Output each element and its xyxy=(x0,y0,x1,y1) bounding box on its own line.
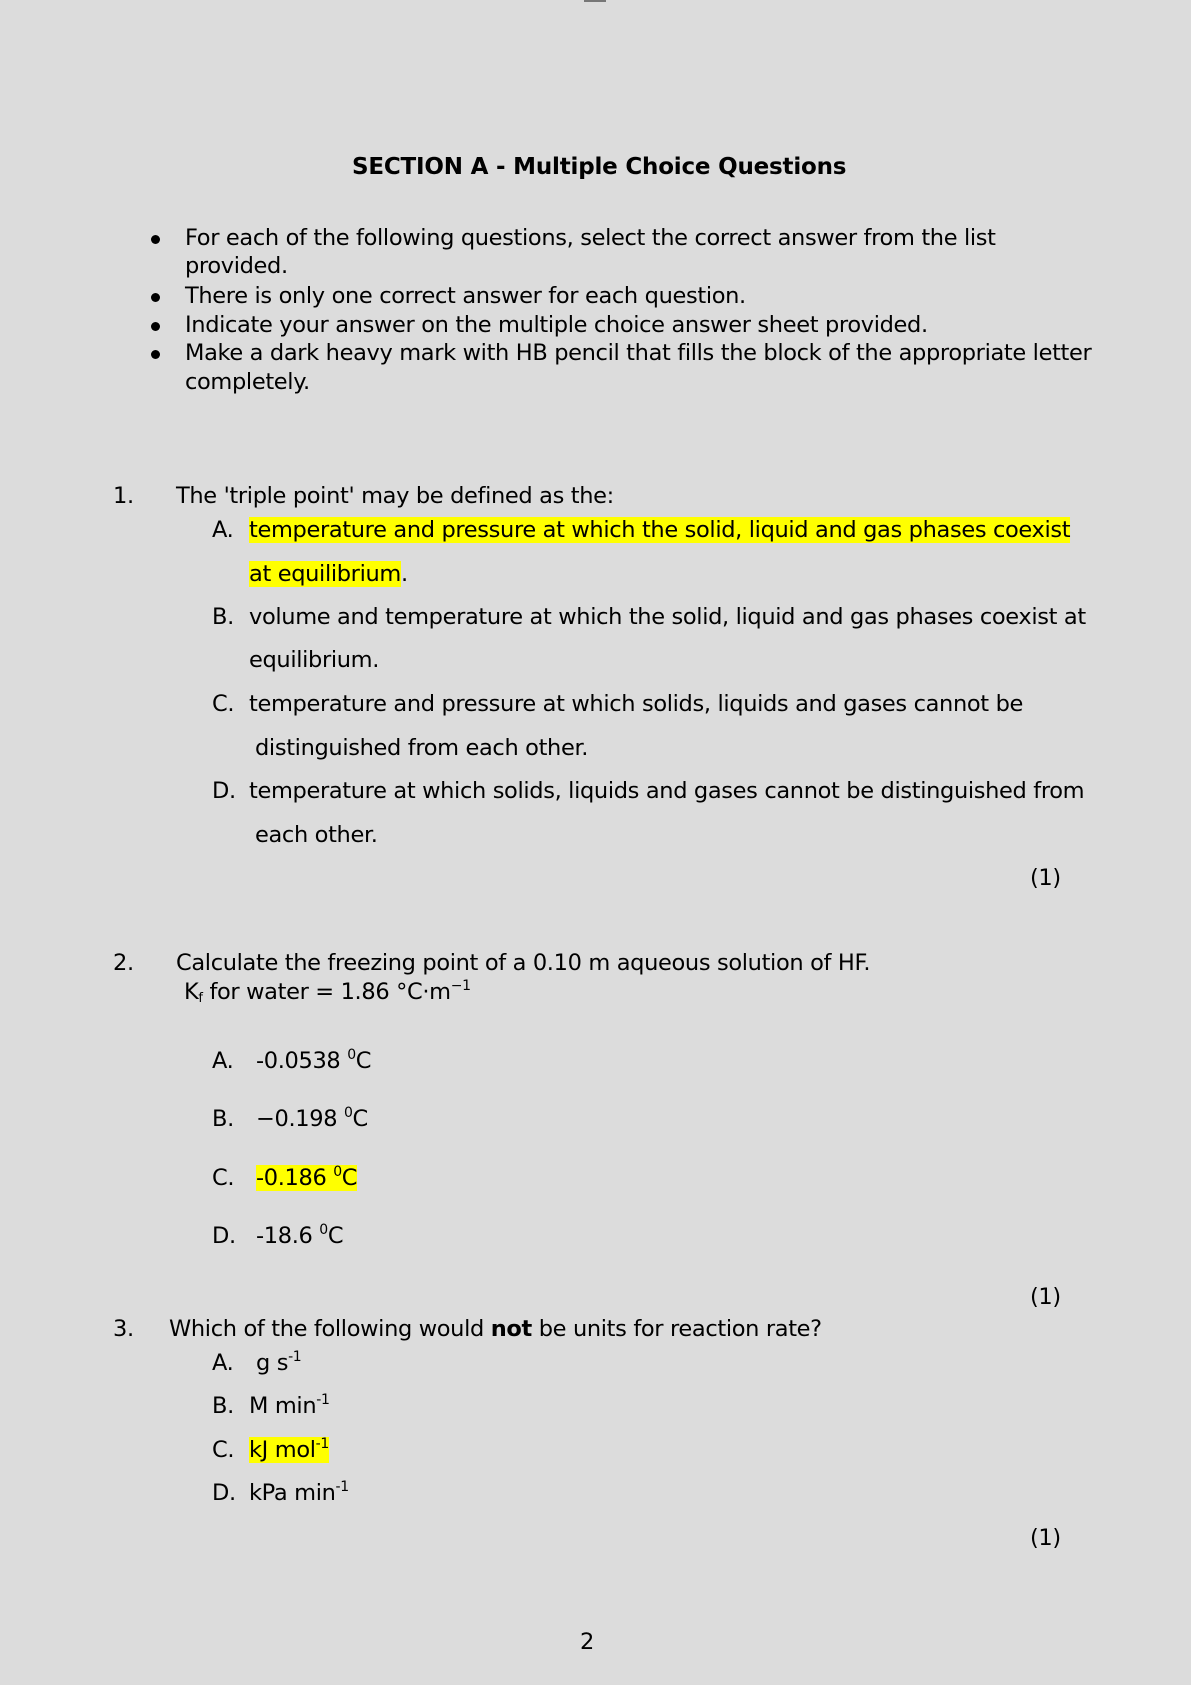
marks: (1) xyxy=(1030,1284,1061,1310)
option-unit-correct xyxy=(249,1437,329,1463)
option-value xyxy=(256,1223,343,1249)
unit-text: kJ mol xyxy=(249,1437,316,1463)
answer-highlight xyxy=(249,1437,329,1463)
unit-text: kPa min xyxy=(249,1480,336,1506)
unit-exponent: -1 xyxy=(288,1349,302,1365)
value-text: -0.186 xyxy=(256,1165,334,1191)
option-text-continued: each other. xyxy=(255,822,378,848)
marks: (1) xyxy=(1030,865,1061,891)
option-value xyxy=(256,1048,371,1074)
unit-text: M min xyxy=(249,1393,317,1419)
stem-text: Which of the following would xyxy=(169,1316,491,1342)
period: . xyxy=(400,561,408,587)
value-text: -0.0538 xyxy=(256,1048,348,1074)
unit-exponent: -1 xyxy=(335,1479,349,1495)
option-unit xyxy=(249,1393,330,1419)
unit-text: C xyxy=(341,1165,358,1191)
option-letter: C. xyxy=(212,1165,235,1191)
option-letter: D. xyxy=(212,1480,236,1506)
answer-highlight xyxy=(256,1165,357,1191)
section-title: SECTION A - Multiple Choice Questions xyxy=(352,154,847,180)
answer-highlight: temperature and pressure at which the solid, liquid and gas phases coexist xyxy=(249,517,1071,543)
option-letter: A. xyxy=(212,517,234,543)
unit-exponent: -1 xyxy=(316,1392,330,1408)
instruction-item-continued: provided. xyxy=(185,253,288,279)
option-value xyxy=(256,1106,368,1132)
instruction-item: For each of the following questions, select the correct answer from the list xyxy=(185,225,996,251)
option-text-correct xyxy=(249,517,1070,543)
degree-mark: 0 xyxy=(319,1222,328,1238)
option-unit xyxy=(256,1350,301,1376)
bullet-icon xyxy=(151,235,160,244)
question-number: 2. xyxy=(113,950,134,976)
option-text: volume and temperature at which the solid, liquid and gas phases coexist at xyxy=(249,604,1086,630)
unit-text: C xyxy=(352,1106,368,1132)
instruction-item: Make a dark heavy mark with HB pencil that fills the block of the appropriate letter xyxy=(185,340,1092,366)
kf-constant xyxy=(184,979,471,1005)
unit-exponent: -1 xyxy=(315,1436,329,1452)
kf-text: for water = 1.86 °C·m xyxy=(202,979,451,1005)
value-text: −0.198 xyxy=(256,1106,344,1132)
instruction-item: Indicate your answer on the multiple choice answer sheet provided. xyxy=(185,312,928,338)
option-text: temperature and pressure at which solids, liquids and gases cannot be xyxy=(249,691,1023,717)
question-stem: Calculate the freezing point of a 0.10 m aqueous solution of HF. xyxy=(176,950,871,976)
kf-symbol: K xyxy=(184,979,199,1005)
option-letter: B. xyxy=(212,604,234,630)
value-text: -18.6 xyxy=(256,1223,320,1249)
question-stem: The 'triple point' may be defined as the: xyxy=(176,483,614,509)
option-text-continued: distinguished from each other. xyxy=(255,735,589,761)
answer-highlight: at equilibrium xyxy=(249,561,401,587)
stem-emphasis: not xyxy=(490,1316,532,1342)
bullet-icon xyxy=(151,322,160,331)
option-text: temperature at which solids, liquids and gases cannot be distinguished from xyxy=(249,778,1085,804)
unit-text: g s xyxy=(256,1350,289,1376)
degree-mark: 0 xyxy=(333,1164,342,1180)
option-letter: D. xyxy=(212,1223,236,1249)
option-text-continued: equilibrium. xyxy=(249,647,380,673)
top-edge-mark xyxy=(584,0,606,2)
option-text-correct-continued xyxy=(249,561,408,587)
degree-mark: 0 xyxy=(343,1105,353,1121)
marks: (1) xyxy=(1030,1525,1061,1551)
instruction-item-continued: completely. xyxy=(185,369,310,395)
unit-text: C xyxy=(327,1223,344,1249)
degree-mark: 0 xyxy=(347,1047,356,1063)
instruction-item: There is only one correct answer for each question. xyxy=(185,283,746,309)
option-letter: B. xyxy=(212,1106,234,1132)
option-letter: D. xyxy=(212,778,236,804)
bullet-icon xyxy=(151,350,160,359)
kf-exponent: −1 xyxy=(450,978,471,994)
option-letter: B. xyxy=(212,1393,234,1419)
unit-text: C xyxy=(355,1048,372,1074)
kf-subscript: f xyxy=(198,991,203,1006)
option-value-correct xyxy=(256,1165,357,1191)
question-number: 3. xyxy=(113,1316,134,1342)
page-number: 2 xyxy=(580,1629,594,1655)
stem-text: be units for reaction rate? xyxy=(531,1316,822,1342)
option-unit xyxy=(249,1480,349,1506)
option-letter: C. xyxy=(212,1437,235,1463)
question-stem xyxy=(169,1316,822,1342)
question-number: 1. xyxy=(113,483,134,509)
option-letter: C. xyxy=(212,691,235,717)
bullet-icon xyxy=(151,293,160,302)
option-letter: A. xyxy=(212,1048,234,1074)
option-letter: A. xyxy=(212,1350,234,1376)
